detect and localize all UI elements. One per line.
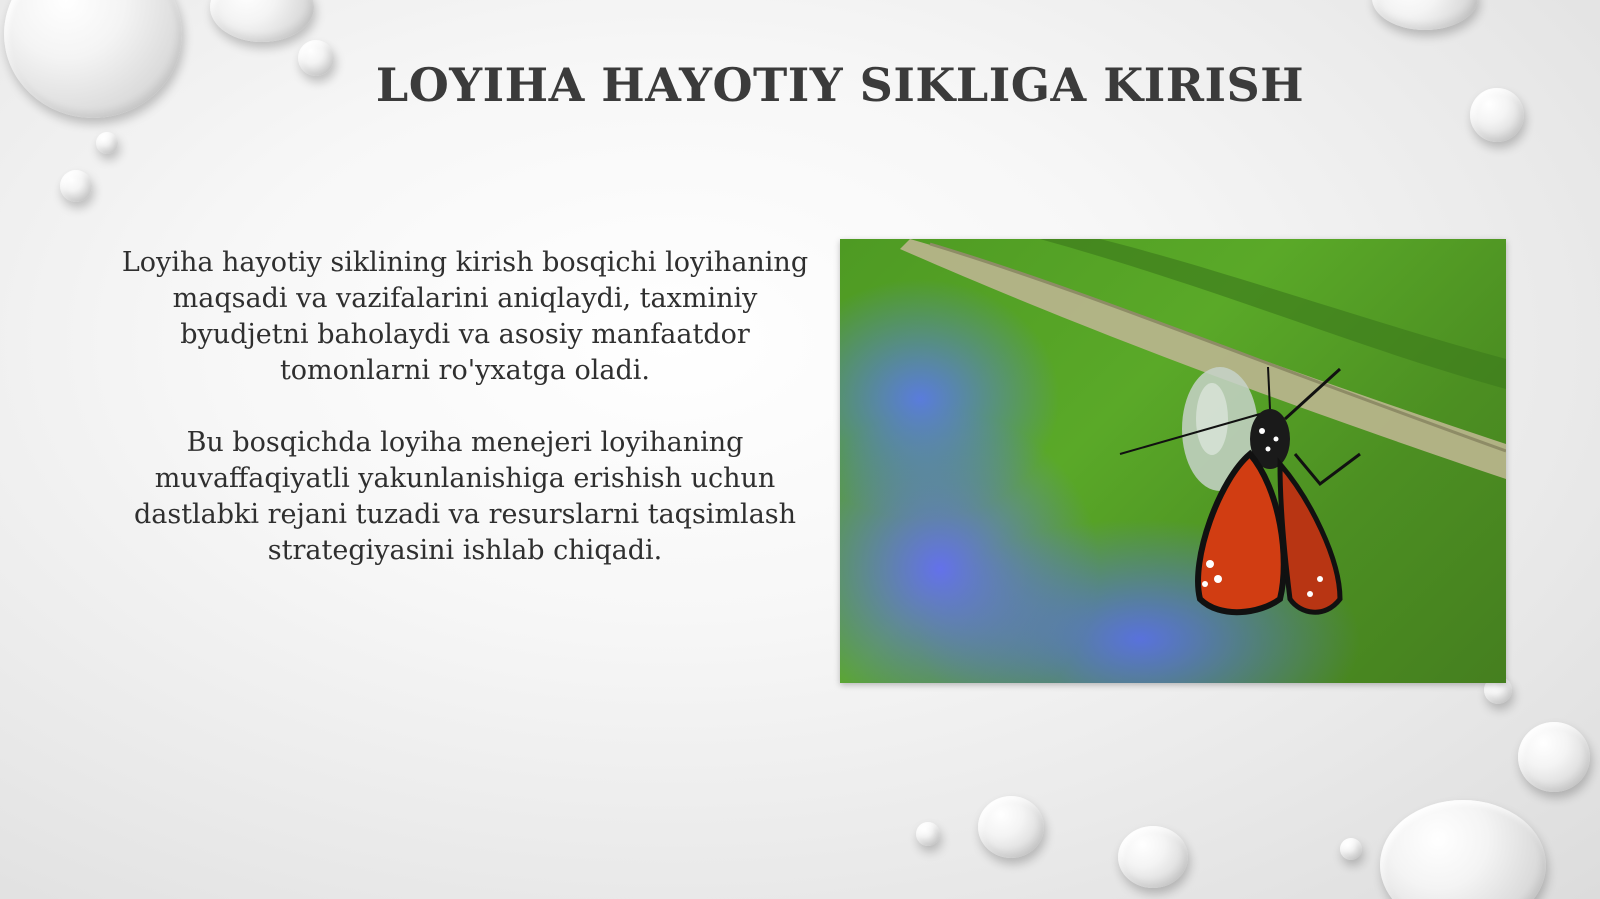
slide-title: LOYIHA HAYOTIY SIKLIGA KIRISH — [375, 58, 1305, 112]
water-drop-decoration — [60, 170, 92, 202]
water-drop-decoration — [1470, 88, 1524, 142]
water-drop-decoration — [4, 0, 182, 118]
paragraph-manager: Bu bosqichda loyiha menejeri loyihaning muvaffaqiyatli yakunlanishiga erishish uchun dastlabki rejani tuzadi va resurslarni taqsimlash strategiyasini ishlab chiqadi. — [133, 427, 797, 566]
water-drop-decoration — [978, 796, 1044, 858]
paragraph-intro: Loyiha hayotiy siklining kirish bosqichi loyihaning maqsadi va vazifalarini aniqlaydi, taxminiy byudjetni baholaydi va asosiy manfaatdor tomonlarni ro'yxatga oladi. — [121, 247, 809, 386]
water-drop-decoration — [1372, 0, 1478, 30]
water-drop-decoration — [1340, 838, 1362, 860]
water-drop-decoration — [96, 132, 118, 154]
slide-body — [110, 245, 820, 605]
water-drop-decoration — [1518, 722, 1590, 792]
water-drop-decoration — [1380, 800, 1546, 899]
water-drop-decoration — [916, 822, 940, 846]
butterfly-photo — [840, 239, 1506, 683]
butterfly-illustration — [840, 239, 1506, 683]
water-drop-decoration — [210, 0, 314, 42]
water-drop-decoration — [1118, 826, 1188, 888]
